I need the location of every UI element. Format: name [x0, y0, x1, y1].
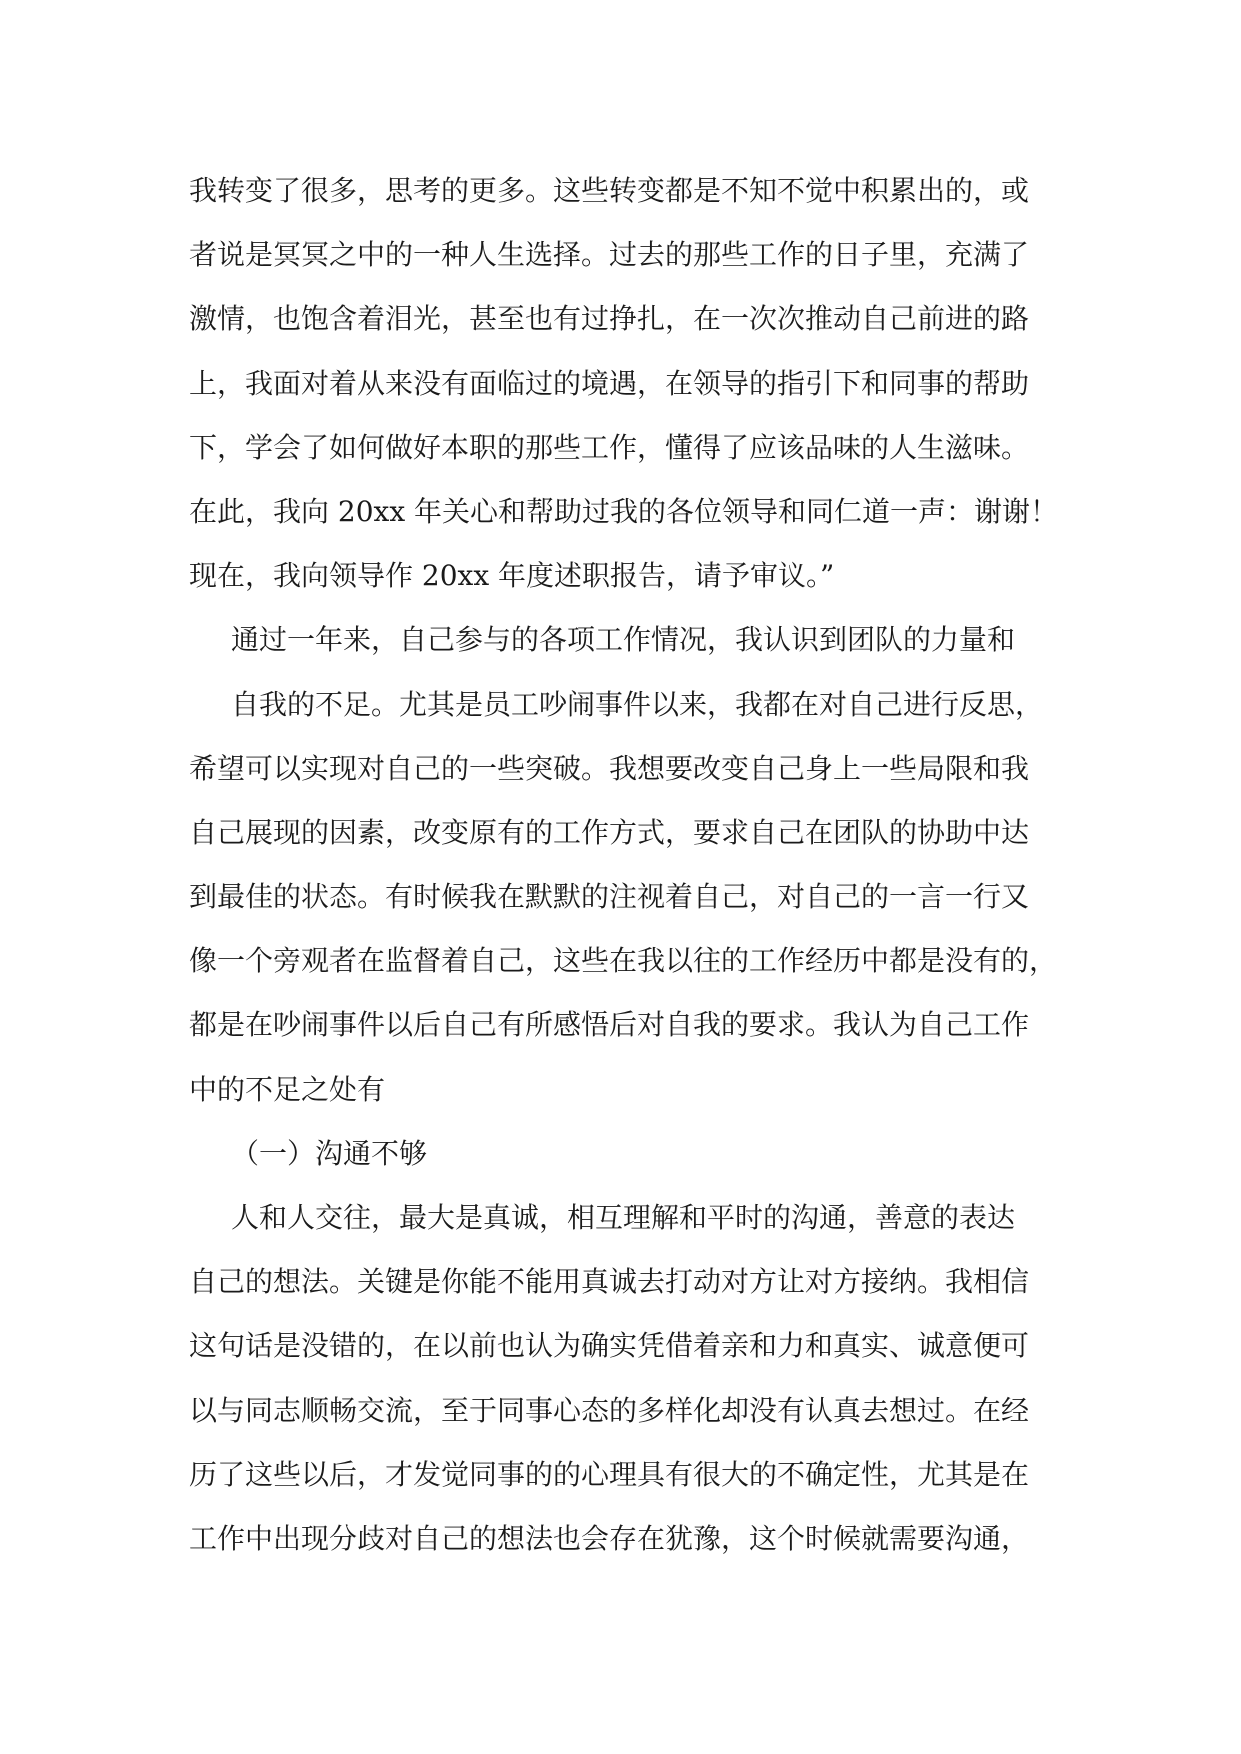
text-line: 激情，也饱含着泪光，甚至也有过挣扎，在一次次推动自己前进的路 — [189, 302, 1030, 336]
text-line: 希望可以实现对自己的一些突破。我想要改变自己身上一些局限和我 — [189, 751, 1030, 785]
text-line: 者说是冥冥之中的一种人生选择。过去的那些工作的日子里，充满了 — [189, 238, 1030, 272]
text-line: 到最佳的状态。有时候我在默默的注视着自己，对自己的一言一行又 — [189, 880, 1030, 914]
text-line: 我转变了很多，思考的更多。这些转变都是不知不觉中积累出的，或 — [189, 174, 1030, 207]
text-line: 自我的不足。尤其是员工吵闹事件以来，我都在对自己进行反思， — [231, 687, 1044, 721]
text-line: 以与同志顺畅交流，至于同事心态的多样化却没有认真去想过。在经 — [189, 1393, 1030, 1427]
text-line: 现在，我向领导作 20xx 年度述职报告，请予审议。” — [189, 559, 835, 593]
text-line: 像一个旁观者在监督着自己，这些在我以往的工作经历中都是没有的， — [189, 944, 1058, 978]
text-line: 自己展现的因素，改变原有的工作方式，要求自己在团队的协助中达 — [189, 815, 1030, 849]
text-line: 这句话是没错的，在以前也认为确实凭借着亲和力和真实、诚意便可 — [189, 1329, 1030, 1363]
text-line: 下，学会了如何做好本职的那些工作，懂得了应该品味的人生滋味。 — [189, 430, 1030, 464]
text-line: 中的不足之处有 — [189, 1072, 386, 1106]
paragraph-start-line: 人和人交往，最大是真诚，相互理解和平时的沟通，善意的表达 — [231, 1201, 1016, 1234]
text-line: 自己的想法。关键是你能不能用真诚去打动对方让对方接纳。我相信 — [189, 1265, 1030, 1299]
body-text — [189, 159, 1069, 1571]
text-line: 工作中出现分歧对自己的想法也会存在犹豫，这个时候就需要沟通， — [189, 1521, 1030, 1555]
section-heading: （一）沟通不够 — [231, 1136, 428, 1170]
paragraph-start-line: 通过一年来，自己参与的各项工作情况，我认识到团队的力量和 — [231, 623, 1016, 657]
text-line: 都是在吵闹事件以后自己有所感悟后对自我的要求。我认为自己工作 — [189, 1008, 1030, 1042]
text-line: 历了这些以后，才发觉同事的的心理具有很大的不确定性，尤其是在 — [189, 1457, 1030, 1491]
text-line: 上，我面对着从来没有面临过的境遇，在领导的指引下和同事的帮助 — [189, 366, 1030, 400]
text-line: 在此，我向 20xx 年关心和帮助过我的各位领导和同仁道一声：谢谢！ — [189, 494, 1059, 528]
